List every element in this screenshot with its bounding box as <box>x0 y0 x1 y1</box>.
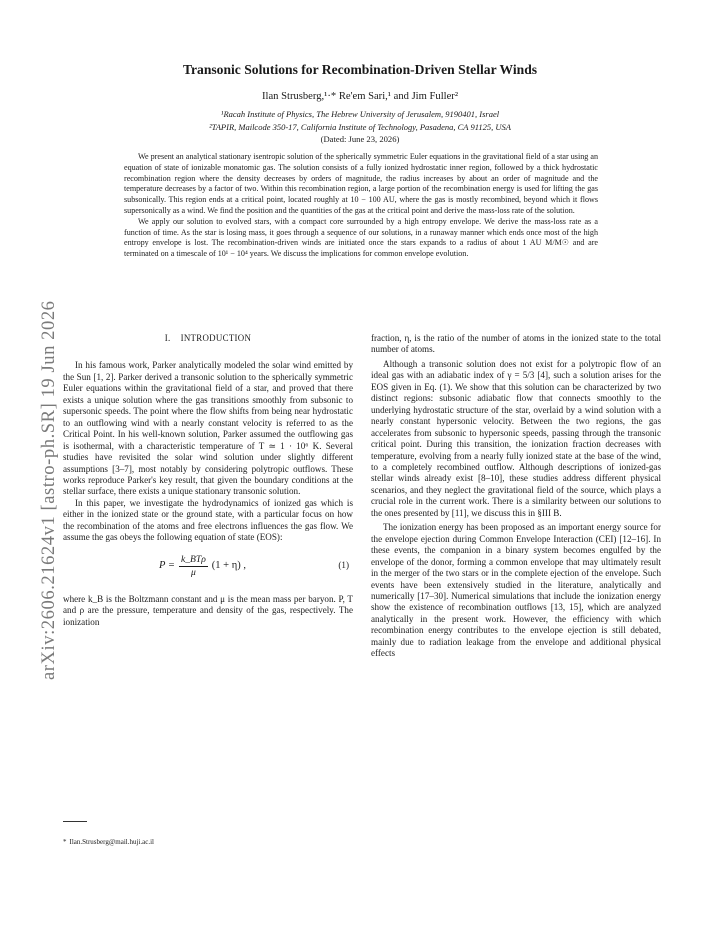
equation-number: (1) <box>338 559 349 570</box>
body-paragraph: Although a transonic solution does not exist for a polytropic flow of an ideal gas with an adiabatic index of γ = 5/3 [4], such a solution arises for the EOS given in Eq. (1). We show that this solution can be characterized by two distinct regions: subsonic adiabatic flow that connects smoothly to the underlying hydrostatic structure of the star, overlaid by a wind solution with a nearly constant hypersonic velocity. Between the two regions, the gas accelerates from subsonic to hypersonic speeds, passing through the transonic critical point. During this transition, the ionization fraction decreases with temperature, evolving from a nearly fully ionized state at the base of the wind, to a completely recombined outflow. Although descriptions of ionized-gas stellar winds already exist [8–10], these studies address different physical scenarios, and they neglect the gravitational field of the source, which plays a crucial role in the current work. There is a similarity between our solutions to the ones presented by [11], we discuss this in §III B. <box>371 358 661 518</box>
equation-lhs: P = <box>159 560 175 572</box>
affiliation-1: ¹Racah Institute of Physics, The Hebrew University of Jerusalem, 9190401, Israel <box>220 109 500 119</box>
abstract <box>124 152 598 260</box>
arxiv-identifier: arXiv:2606.21624v1 [astro-ph.SR] 19 Jun 2026 <box>38 300 59 680</box>
footnote-mark: * <box>63 838 67 846</box>
paper-title: Transonic Solutions for Recombination-Driven Stellar Winds <box>182 62 538 77</box>
equation-numerator: k_BTρ <box>180 553 206 565</box>
abstract-paragraph: We present an analytical stationary isentropic solution of the spherically symmetric Euler equations in the gravitational field of a star using an equation of state of ionizable monatomic gas. The solution consists of a fully ionized hydrostatic inner region, followed by a thick hydrostatic recombination region where the density decreases by orders of magnitude, the radius increases by about an order of magnitude and the temperature decreases by a factor of two. Within this recombination region, a large portion of the recombination energy is used for lifting the gas subsonically. This region ends at a critical point, located roughly at 10 − 100 AU, where the gas is mostly recombined, beyond which it flows supersonically as a wind. We find the position and the quantities of the gas at the critical point and derive the mass-loss rate of the solution. <box>124 152 598 215</box>
body-paragraph: In his famous work, Parker analytically modeled the solar wind emitted by the Sun [1, 2]. Parker derived a transonic solution to the spherically symmetric Euler equations within the gravitational field of a star, and proved that there exists a unique solution where the gas transitions smoothly from subsonic to supersonic speeds. The point where the flow shifts from being near hydrostatic to an outflowing wind with a nearly constant velocity is referred to as the Critical Point. In his well-known solution, Parker assumed the outflowing gas is isothermal, with a characteristic temperature of T ≃ 1 · 10⁶ K. Several studies have revisited the solar wind solution under slightly different assumptions [3–7], most notably by considering polytropic outflows. These works reproduce Parker's key result, that given the boundary conditions at the stellar surface, there exists a unique stationary transonic solution. <box>63 360 353 497</box>
body-paragraph: The ionization energy has been proposed as an important energy source for the envelope ejection during Common Envelope Interaction (CEI) [12–16]. In these events, the companion in a binary system becomes engulfed by the envelope of the donor, forming a common envelope that may ultimately result in the merger of the two stars or in the complete ejection of the envelope. Such events have been extensively studied in the literature, analytically and numerically [17–30]. Numerical simulations that include the ionization energy show the existence of recombination outflows [13, 15], which are analyzed analytically in the present work. However, the efficiency with which recombination energy contributes to the envelope ejection is still debated, mainly due to radiation leakage from the envelope and additional physical effects <box>371 522 661 659</box>
left-column <box>63 333 353 628</box>
footnote <box>63 838 353 846</box>
equation-denominator: μ <box>190 566 196 578</box>
body-paragraph: fraction, η, is the ratio of the number of atoms in the ionized state to the total number of atoms. <box>371 333 661 355</box>
body-paragraph: where k_B is the Boltzmann constant and μ is the mean mass per baryon. P, T and ρ are the pressure, temperature and density of the gas, respectively. The ionization <box>63 593 353 627</box>
footnote-rule <box>63 821 87 822</box>
body-paragraph: In this paper, we investigate the hydrodynamics of ionized gas which is either in the ionized state or the ground state, with a particular focus on how the recombination of the atoms and free electrons influences the gas flow. We assume the gas obeys the following equation of state (EOS): <box>63 497 353 543</box>
equation-1 <box>63 550 353 586</box>
equation-rhs: (1 + η) , <box>211 560 246 572</box>
section-heading <box>63 333 353 344</box>
date-line: (Dated: June 23, 2026) <box>320 134 400 144</box>
footnote-email[interactable]: Ilan.Strusberg@mail.huji.ac.il <box>69 838 154 846</box>
affiliation-2: ²TAPIR, Mailcode 350-17, California Institute of Technology, Pasadena, CA 91125, USA <box>209 122 511 132</box>
right-column <box>371 333 661 660</box>
equation-fraction <box>179 554 208 579</box>
section-number: I. <box>164 333 171 343</box>
section-title: INTRODUCTION <box>180 333 252 343</box>
abstract-paragraph: We apply our solution to evolved stars, with a compact core surrounded by a high entropy envelope. We derive the mass-loss rate as a function of time. As the star is losing mass, it goes through a sequence of our solutions, in a runaway manner which ends once most of the high entropy envelope is lost. The recombination-driven winds are initiated once the stars expands to a radius of about 1 AU M/M☉ and are terminated on a timescale of 10¹ − 10⁴ years. We discuss the implications for common envelope evolution. <box>124 216 598 259</box>
author-list: Ilan Strusberg,¹·* Re'em Sari,¹ and Jim Fuller² <box>261 91 458 102</box>
